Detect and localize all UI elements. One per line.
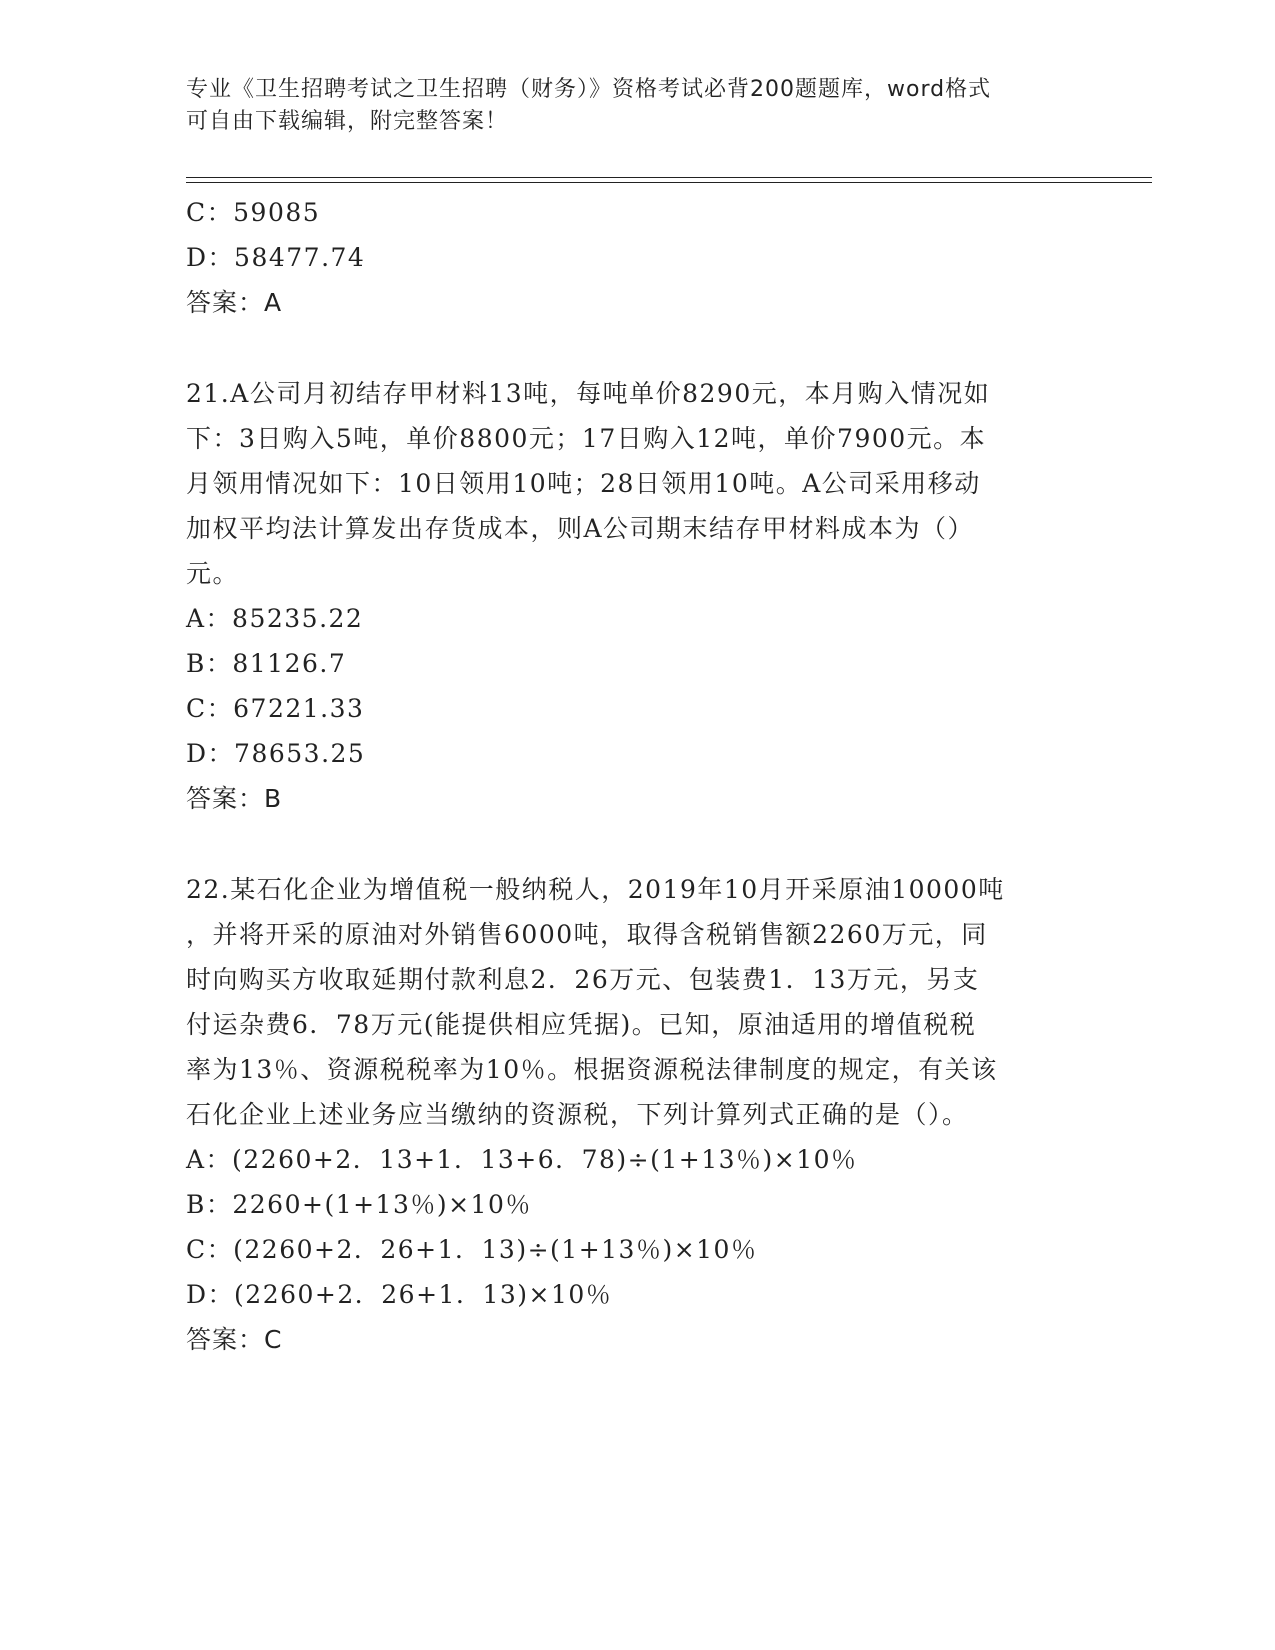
question-text-line: 时向购买方收取延期付款利息2．26万元、包装费1．13万元，另支 <box>186 965 980 994</box>
option-d: D：(2260+2．26+1．13)×10％ <box>186 1280 613 1309</box>
option-c: C：(2260+2．26+1．13)÷(1+13％)×10％ <box>186 1235 758 1264</box>
question-text-line: ，并将开采的原油对外销售6000吨，取得含税销售额2260万元，同 <box>186 920 988 949</box>
option-d: D：78653.25 <box>186 739 366 768</box>
previous-question-tail <box>186 190 1086 325</box>
option-a: A：85235.22 <box>186 604 364 633</box>
header-divider-top <box>186 177 1152 178</box>
question-text-line: 石化企业上述业务应当缴纳的资源税，下列计算列式正确的是（）。 <box>186 1100 969 1129</box>
spacer <box>186 821 1086 867</box>
option-a: A：(2260+2．13+1．13+6．78)÷(1+13％)×10％ <box>186 1145 858 1174</box>
option-b: B：81126.7 <box>186 649 347 678</box>
question-22 <box>186 867 1086 1362</box>
header-title-line-1: 专业《卫生招聘考试之卫生招聘（财务）》资格考试必背200题题库，word格式 <box>186 77 992 102</box>
question-text-line: 21.A公司月初结存甲材料13吨，每吨单价8290元，本月购入情况如 <box>186 379 991 408</box>
header-title-line-2: 可自由下载编辑，附完整答案！ <box>186 109 509 134</box>
option-c: C：59085 <box>186 198 321 227</box>
option-c: C：67221.33 <box>186 694 365 723</box>
option-b: B：2260+(1+13％)×10％ <box>186 1190 532 1219</box>
answer-label: 答案：B <box>186 784 283 813</box>
question-text-line: 率为13％、资源税税率为10％。根据资源税法律制度的规定，有关该 <box>186 1055 998 1084</box>
spacer <box>186 325 1086 371</box>
answer-label: 答案：C <box>186 1325 283 1354</box>
header-divider-bottom <box>186 182 1152 183</box>
question-text-line: 加权平均法计算发出存货成本，则A公司期末结存甲材料成本为（） <box>186 514 975 543</box>
question-text-line: 下：3日购入5吨，单价8800元；17日购入12吨，单价7900元。本 <box>186 424 987 453</box>
question-21 <box>186 371 1086 821</box>
question-text-line: 付运杂费6．78万元(能提供相应凭据)。已知，原油适用的增值税税 <box>186 1010 977 1039</box>
document-header <box>186 74 1066 138</box>
question-text-line: 月领用情况如下：10日领用10吨；28日领用10吨。A公司采用移动 <box>186 469 981 498</box>
option-d: D：58477.74 <box>186 243 366 272</box>
question-text-line: 22.某石化企业为增值税一般纳税人，2019年10月开采原油10000吨 <box>186 875 1005 904</box>
question-content <box>186 190 1086 1362</box>
answer-label: 答案：A <box>186 288 283 317</box>
question-text-line: 元。 <box>186 559 240 588</box>
